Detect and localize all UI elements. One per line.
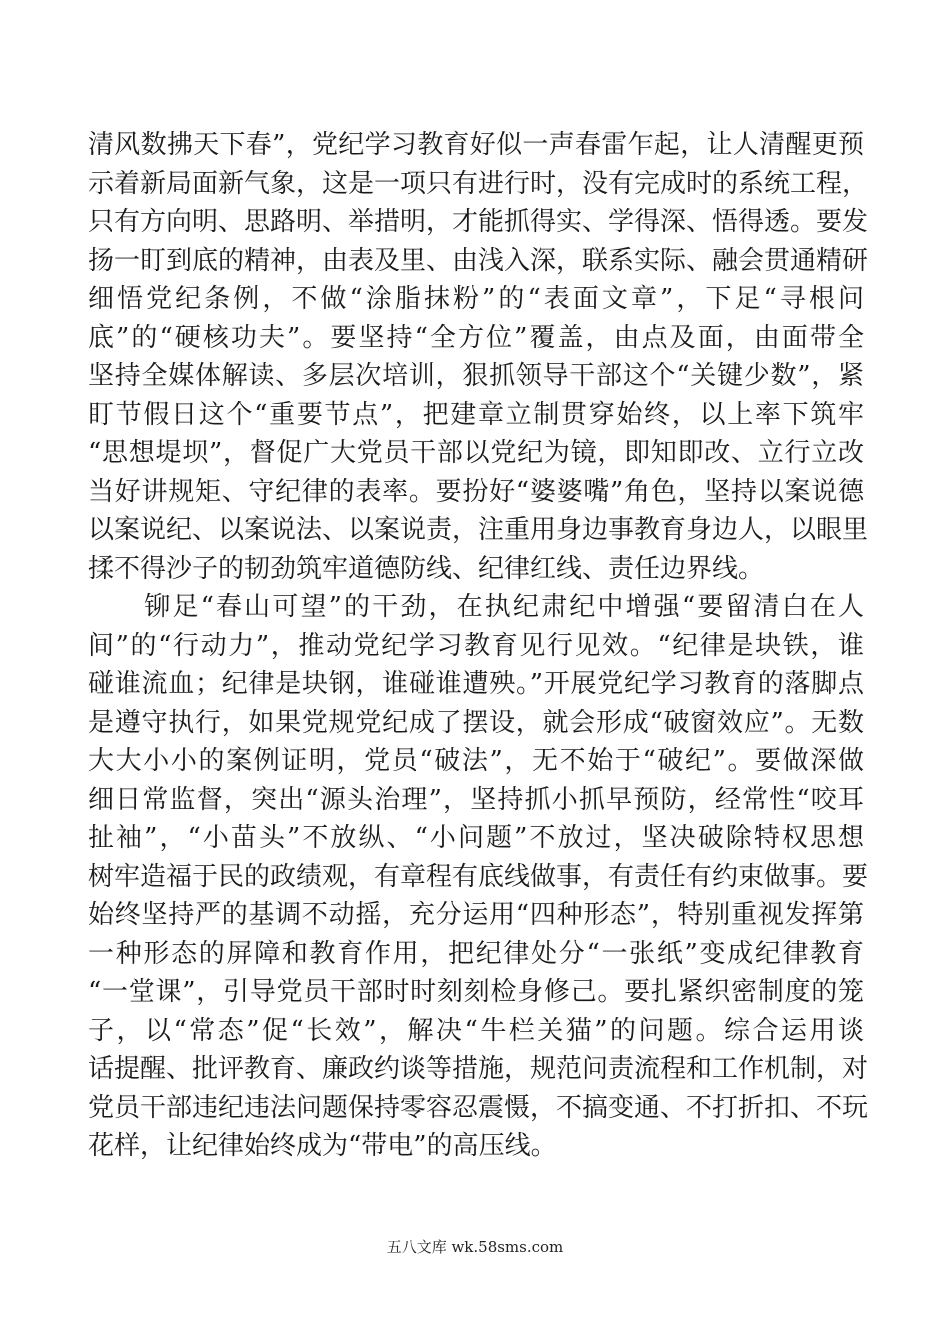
text-line: 底”的“硬核功夫”。要坚持“全方位”覆盖，由点及面，由面带全 [88,322,864,353]
text-line: 始终坚持严的基调不动摇，充分运用“四种形态”，特别重视发挥第 [88,900,864,930]
text-line: 一种形态的屏障和教育作用，把纪律处分“一张纸”变成纪律教育 [88,938,864,969]
text-line: 话提醒、批评教育、廉政约谈等措施，规范问责流程和工作机制，对 [88,1054,869,1084]
text-line: “一堂课”，引导党员干部时时刻刻检身修己。要扎紧织密制度的笼 [88,977,864,1007]
text-line: 只有方向明、思路明、举措明，才能抓得实、学得深、悟得透。要发 [88,207,869,237]
text-line: 间”的“行动力”，推动党纪学习教育见行见效。“纪律是块铁，谁 [88,630,864,661]
text-line: 以案说纪、以案说法、以案说责，注重用身边事教育身边人，以眼里 [88,515,869,545]
text-line: 当好讲规矩、守纪律的表率。要扮好“婆婆嘴”角色，坚持以案说德 [88,476,864,507]
paragraph-2 [88,588,869,1166]
paragraph-1 [88,126,869,588]
text-line: 是遵守执行，如果党规党纪成了摆设，就会形成“破窗效应”。无数 [88,707,864,738]
text-line: 党员干部违纪违法问题保持零容忍震慑，不搞变通、不打折扣、不玩 [88,1092,869,1123]
page-footer-watermark: 五八文库 wk.58sms.com [386,1238,564,1256]
text-line: 揉不得沙子的韧劲筑牢道德防线、纪律红线、责任边界线。 [88,553,765,584]
text-line: 铆足“春山可望”的干劲，在执纪肃纪中增强“要留清白在人 [88,592,864,622]
text-line: 扬一盯到底的精神，由表及里、由浅入深，联系实际、融会贯通精研 [88,245,869,276]
text-line: 碰谁流血；纪律是块钢，谁碰谁遭殃。”开展党纪学习教育的落脚点 [88,669,864,699]
text-line: 坚持全媒体解读、多层次培训，狠抓领导干部这个“关键少数”，紧 [88,361,864,391]
text-line: 子，以“常态”促“长效”，解决“牛栏关猫”的问题。综合运用谈 [88,1015,864,1046]
text-line: “思想堤坝”，督促广大党员干部以党纪为镜，即知即改、立行立改 [88,438,864,468]
text-line: 大大小小的案例证明，党员“破法”，无不始于“破纪”。要做深做 [88,746,864,776]
text-line: 细日常监督，突出“源头治理”，坚持抓小抓早预防，经常性“咬耳 [88,784,864,815]
document-body [88,126,869,1166]
text-line: 示着新局面新气象，这是一项只有进行时，没有完成时的系统工程， [88,168,869,199]
text-line: 清风数拂天下春”，党纪学习教育好似一声春雷乍起，让人清醒更预 [88,130,864,160]
text-line: 盯节假日这个“重要节点”，把建章立制贯穿始终，以上率下筑牢 [88,399,864,430]
text-line: 树牢造福于民的政绩观，有章程有底线做事，有责任有约束做事。要 [88,861,869,892]
text-line: 扯袖”，“小苗头”不放纵、“小问题”不放过，坚决破除特权思想 [88,823,864,853]
text-line: 花样，让纪律始终成为“带电”的高压线。 [88,1131,557,1161]
text-line: 细悟党纪条例，不做“涂脂抹粉”的“表面文章”，下足“寻根问 [88,284,864,314]
